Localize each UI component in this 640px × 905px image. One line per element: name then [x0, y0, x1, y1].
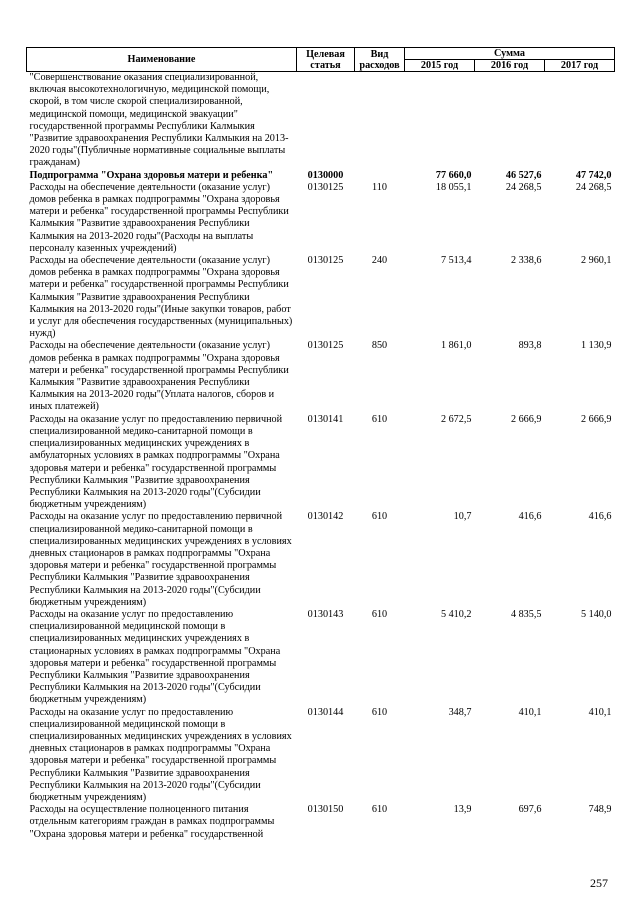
header-target-article: Целевая статья: [297, 48, 355, 72]
row-amount-2016: 697,6: [518, 804, 542, 816]
row-amount-2016: 24 268,5: [505, 181, 542, 193]
table-body: [27, 72, 615, 841]
row-amount-2016: 2 666,9: [510, 413, 542, 425]
row-target-article: 0130143: [307, 608, 344, 620]
row-amount-2016: [475, 72, 545, 170]
row-name: Расходы на оказание услуг по предоставлению специализированной медицинской помощи в специализированных медицинских учреждениях в условиях дневных стационаров в рамках подпрограммы "Охрана здоровья матери и ребенка" государственной программы Республики Калмыкия "Развитие здравоохранения Республики Калмыкия на 2013-2020 годы"(Субсидии бюджетным учреждениям): [29, 706, 292, 803]
table-row: [27, 170, 615, 182]
budget-table: [26, 47, 615, 841]
row-name: Подпрограмма "Охрана здоровья матери и ребенка": [29, 169, 274, 181]
table-row: [27, 340, 615, 413]
row-target-article: 0130125: [307, 181, 344, 193]
budget-page: [26, 47, 614, 841]
table-row: [27, 72, 615, 170]
row-expense-type: [355, 170, 405, 182]
row-expense-type: 610: [371, 413, 388, 425]
row-amount-2017: 2 960,1: [580, 255, 612, 267]
row-name: Расходы на обеспечение деятельности (оказание услуг) домов ребенка в рамках подпрограммы "Охрана здоровья матери и ребенка" государственной программы Республики Калмыкия "Развитие здравоохранения Республики Калмыкия на 2013-2020 годы"(Расходы на выплаты персоналу казенных учреждений): [29, 181, 289, 254]
row-amount-2017: [545, 72, 615, 170]
row-amount-2016: 410,1: [518, 706, 542, 718]
row-target-article: 0130125: [307, 340, 344, 352]
row-target-article: 0130150: [307, 804, 344, 816]
table-row: [27, 182, 615, 255]
header-name: Наименование: [27, 48, 297, 72]
row-expense-type: 610: [371, 608, 388, 620]
table-row: [27, 707, 615, 805]
row-target-article: 0130000: [307, 169, 344, 181]
row-target-article: 0130142: [307, 511, 344, 523]
row-amount-2015: 348,7: [448, 706, 472, 718]
row-name: Расходы на оказание услуг по предоставлению специализированной медицинской помощи в специализированных медицинских учреждениях в стационарных условиях в рамках подпрограммы "Охрана здоровья матери и ребенка" государственной программы Республики Калмыкия "Развитие здравоохранения Республики Калмыкия на 2013-2020 годы"(Субсидии бюджетным учреждениям): [29, 608, 281, 706]
row-amount-2015: 18 055,1: [435, 181, 472, 193]
row-target-article: 0130141: [307, 413, 344, 425]
row-amount-2017: 24 268,5: [575, 181, 612, 193]
row-amount-2017: 5 140,0: [580, 608, 612, 620]
row-amount-2017: 1 130,9: [580, 340, 612, 352]
row-name: Расходы на осуществление полноценного питания отдельным категориям граждан в рамках подпрограммы "Охрана здоровья матери и ребенка" государственной: [29, 804, 275, 840]
row-amount-2015: 10,7: [453, 511, 472, 523]
row-expense-type: [355, 72, 405, 170]
row-amount-2016: 4 835,5: [510, 608, 542, 620]
row-expense-type: 610: [371, 706, 388, 718]
header-year-2016: 2016 год: [475, 60, 545, 72]
row-amount-2015: 5 410,2: [440, 608, 472, 620]
row-expense-type: 850: [371, 340, 388, 352]
row-expense-type: 240: [371, 255, 388, 267]
row-expense-type: 110: [372, 181, 387, 193]
header-sum: Сумма: [405, 48, 615, 60]
row-amount-2017: 416,6: [588, 511, 612, 523]
row-amount-2015: 2 672,5: [440, 413, 472, 425]
row-amount-2016: 2 338,6: [510, 255, 542, 267]
table-row: [27, 414, 615, 512]
row-expense-type: 610: [371, 511, 388, 523]
table-row: [27, 609, 615, 707]
row-amount-2016: 416,6: [518, 511, 542, 523]
row-amount-2016: 46 527,6: [505, 169, 542, 181]
row-name: Расходы на обеспечение деятельности (оказание услуг) домов ребенка в рамках подпрограммы "Охрана здоровья матери и ребенка" государственной программы Республики Калмыкия "Развитие здравоохранения Республики Калмыкия на 2013-2020 годы"(Уплата налогов, сборов и иных платежей): [29, 340, 289, 413]
table-row: [27, 255, 615, 340]
row-amount-2015: [405, 72, 475, 170]
page-number: 257: [590, 876, 608, 890]
row-target-article: 0130144: [307, 706, 344, 718]
header-expense-type: Вид расходов: [355, 48, 405, 72]
row-amount-2017: 410,1: [588, 706, 612, 718]
header-year-2017: 2017 год: [545, 60, 615, 72]
table-row: [27, 511, 615, 609]
header-year-2015: 2015 год: [405, 60, 475, 72]
row-amount-2015: 13,9: [453, 804, 472, 816]
row-amount-2017: 47 742,0: [575, 169, 612, 181]
table-row: [27, 804, 615, 841]
row-name: "Совершенствование оказания специализированной, включая высокотехнологичную, медицинской помощи, скорой, в том числе скорой специализированной, медицинской помощи, медицинской эвакуации" государственной программы Республики Калмыкия "Развитие здравоохранения Республики Калмыкия на 2013-2020 годы"(Публичные нормативные социальные выплаты гражданам): [29, 72, 289, 169]
row-target-article: [297, 72, 355, 170]
row-target-article: 0130125: [307, 255, 344, 267]
row-amount-2016: 893,8: [518, 340, 542, 352]
row-amount-2015: 1 861,0: [440, 340, 472, 352]
row-amount-2017: 748,9: [588, 804, 612, 816]
row-amount-2015: 77 660,0: [435, 169, 472, 181]
row-expense-type: 610: [371, 804, 388, 816]
row-name: Расходы на оказание услуг по предоставлению первичной специализированной медико-санитарной помощи в специализированных медицинских учреждениях в условиях дневных стационаров в рамках подпрограммы "Охрана здоровья матери и ребенка" государственной программы Республики Калмыкия "Развитие здравоохранения Республики Калмыкия на 2013-2020 годы"(Субсидии бюджетным учреждениям): [29, 511, 292, 608]
row-name: Расходы на оказание услуг по предоставлению первичной специализированной медико-санитарной помощи в специализированных медицинских учреждениях в амбулаторных условиях в рамках подпрограммы "Охрана здоровья матери и ребенка" государственной программы Республики Калмыкия "Развитие здравоохранения Республики Калмыкия на 2013-2020 годы"(Субсидии бюджетным учреждениям): [29, 413, 283, 511]
row-amount-2015: 7 513,4: [440, 255, 472, 267]
row-amount-2017: 2 666,9: [580, 413, 612, 425]
row-name: Расходы на обеспечение деятельности (оказание услуг) домов ребенка в рамках подпрограммы "Охрана здоровья матери и ребенка" государственной программы Республики Калмыкия "Развитие здравоохранения Республики Калмыкия на 2013-2020 годы"(Иные закупки товаров, работ и услуг для обеспечения государственных (муниципальных) нужд): [29, 255, 293, 340]
